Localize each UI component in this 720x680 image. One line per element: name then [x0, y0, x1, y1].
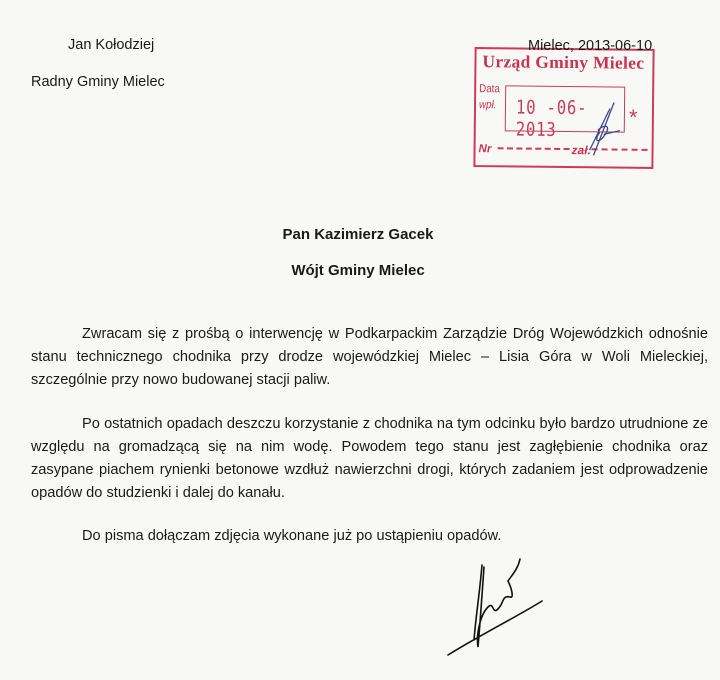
- stamp-received-date: 10 -06- 2013: [515, 96, 588, 141]
- sender-title: Radny Gminy Mielec: [31, 74, 165, 90]
- body-paragraph-2: Po ostatnich opadach deszczu korzystanie z chodnika na tym odcinku było bardzo utrudnione ze względu na gromadzącą się na nim wodę. Powodem tego stanu jest zagłębienie chodnika oraz zasypane piachem rynienki betonowe wzdłuż nawierzchni drogi, których zadaniem jest odprowadzenie opadów do studzienki i dalej do kanału.: [31, 416, 708, 501]
- stamp-nr-line: [498, 147, 570, 150]
- signature-icon: [440, 555, 560, 665]
- registry-stamp: [473, 47, 654, 169]
- initials-scribble-icon: [583, 100, 624, 160]
- body-paragraph-3: Do pisma dołączam zdjęcia wykonane już po ustąpieniu opadów.: [82, 528, 502, 544]
- recipient-name: Pan Kazimierz Gacek: [282, 226, 434, 243]
- stamp-star: *: [628, 104, 638, 130]
- stamp-label-wpl: wpł.: [478, 99, 497, 112]
- recipient-title: Wójt Gminy Mielec: [291, 262, 425, 279]
- place-and-date: Mielec, 2013-06-10: [528, 38, 653, 54]
- stamp-label-nr: Nr: [478, 143, 492, 156]
- stamp-label-zal: zał.: [571, 143, 591, 158]
- stamp-title: Urząd Gminy Mielec: [482, 51, 645, 73]
- sender-name: Jan Kołodziej: [68, 37, 155, 53]
- stamp-label-data: Data: [479, 83, 500, 96]
- body-paragraph-1: Zwracam się z prośbą o interwencję w Podkarpackim Zarządzie Dróg Wojewódzkich odnośnie stanu technicznego chodnika przy drodze wojewódzkiej Mielec – Lisia Góra w Woli Mieleckiej, szczególnie przy nowo budowanej stacji paliw.: [31, 326, 708, 388]
